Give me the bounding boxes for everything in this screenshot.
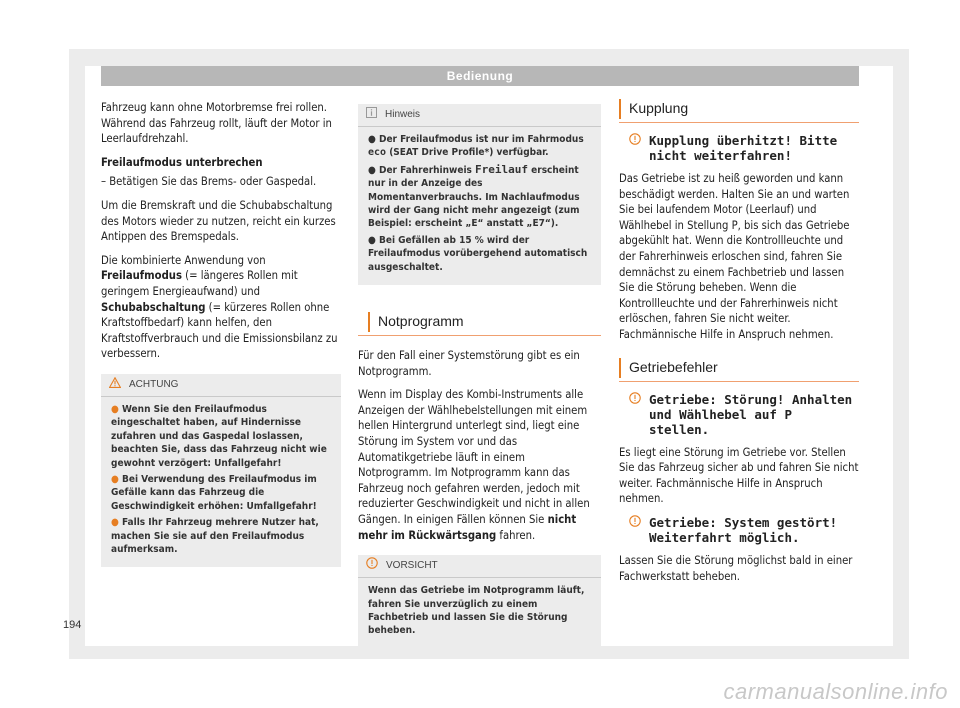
accent-bar — [368, 312, 370, 332]
step: – Betätigen Sie das Brems- oder Gaspedal. — [101, 175, 317, 189]
section-heading-getriebefehler: Getriebefehler — [619, 355, 859, 382]
watermark: carmanualsonline.info — [723, 679, 948, 704]
chapter-header: Bedienung — [101, 66, 859, 86]
vorsicht-box — [358, 555, 601, 646]
achtung-box — [101, 374, 341, 567]
list-item: ● Falls Ihr Fahrzeug mehrere Nutzer hat, machen Sie sie auf den Freilaufmodus aufmerksam. — [111, 517, 319, 555]
list-item: ● Bei Gefällen ab 15 % wird der Freilaufmodus vorübergehend automatisch ausgeschaltet. — [368, 234, 588, 273]
exclamation-circle-icon — [366, 557, 378, 575]
paragraph: Lassen Sie die Störung möglichst bald in einer Fachwerkstatt beheben. — [619, 553, 853, 583]
warning-triangle-icon — [109, 377, 121, 394]
column-left — [101, 100, 341, 567]
hinweis-title: Hinweis — [385, 109, 421, 121]
hinweis-body — [358, 127, 601, 285]
list-item: ● Bei Verwendung des Freilaufmodus im Gefälle kann das Fahrzeug die Geschwindigkeit erhöhen: Umfallgefahr! — [111, 473, 317, 512]
achtung-title: ACHTUNG — [129, 379, 179, 391]
exclamation-circle-icon — [629, 392, 649, 437]
hinweis-header — [358, 104, 601, 127]
paragraph: Für den Fall einer Systemstörung gibt es ein Notprogramm. — [358, 349, 580, 378]
paragraph: Fahrzeug kann ohne Motorbremse frei rollen. Während das Fahrzeug rollt, läuft der Motor in Leerlaufdrehzahl. — [101, 101, 332, 146]
info-box-icon — [366, 107, 377, 124]
column-middle — [358, 104, 601, 646]
warning-message: Kupplung überhitzt! Bitte nicht weiterfahren! — [619, 133, 859, 163]
exclamation-circle-icon — [629, 515, 649, 545]
paragraph: Die kombinierte Anwendung von Freilaufmodus (= längeres Rollen mit geringem Energieaufwand) und Schubabschaltung (= kürzeres Rollen ohne Kraftstoffbedarf) kann helfen, den Kraftstoffverbrauch und die Emissionsbilanz zu verbessern. — [101, 253, 338, 361]
vorsicht-header — [358, 555, 601, 578]
column-right — [619, 96, 859, 592]
paragraph: Um die Bremskraft und die Schubabschaltung des Motors wieder zu nutzen, reicht ein kurzes Antippen des Bremspedals. — [101, 198, 336, 244]
page-number: 194 — [63, 619, 82, 631]
list-item: ● Der Freilaufmodus ist nur im Fahrmodus eco (SEAT Drive Profile*) verfügbar. — [368, 134, 584, 159]
paragraph: Es liegt eine Störung im Getriebe vor. Stellen Sie das Fahrzeug sicher ab und fahren Sie nicht weiter. Fachmännische Hilfe in Anspruch nehmen. — [619, 445, 859, 506]
notprogramm-text — [358, 348, 601, 543]
warning-message: Getriebe: System gestört! Weiterfahrt möglich. — [619, 515, 859, 545]
list-item: ● Der Fahrerhinweis Freilauf erscheint nur in der Anzeige des Momentanverbrauchs. Im Nachlaufmodus wird der Gang nicht mehr angezeigt (zum Beispiel: erscheint „E“ anstatt „E7“). — [368, 162, 580, 230]
paragraph: Das Getriebe ist zu heiß geworden und kann beschädigt werden. Halten Sie an und warten Sie bei laufendem Motor (Leerlauf) und Wählhebel in Stellung P, bis sich das Getriebe abgekühlt hat. Wenn die Kontrollleuchte und der Fahrerhinweis erloschen sind, fahren Sie demnächst zu einem Fachbetrieb und lassen Sie die Störung beheben. Wenn die Kontrollleuchte und der Fahrerhinweis nicht erlöschen, fahren Sie nicht weiter. Fachmännische Hilfe in Anspruch nehmen. — [619, 172, 850, 341]
achtung-header — [101, 374, 341, 397]
section-heading-kupplung: Kupplung — [619, 96, 859, 123]
subheading: Freilaufmodus unterbrechen — [101, 155, 263, 169]
exclamation-circle-icon — [629, 133, 649, 163]
accent-bar — [619, 358, 621, 378]
achtung-body — [101, 397, 341, 567]
accent-bar — [619, 99, 621, 119]
paragraph: Wenn im Display des Kombi-Instruments alle Anzeigen der Wählhebelstellungen mit einem hellen Hintergrund unterlegt sind, liegt eine Störung im System vor und das Automatikgetriebe läuft in einem Notprogramm. Im Notprogramm kann das Fahrzeug noch gefahren werden, jedoch mit reduzierter Geschwindigkeit und nicht in allen Gängen. In einigen Fällen können Sie nicht mehr im Rückwärtsgang fahren. — [358, 388, 590, 542]
hinweis-box — [358, 104, 601, 285]
section-heading-notprogramm: Notprogramm — [358, 309, 601, 336]
vorsicht-title: VORSICHT — [386, 560, 438, 572]
list-item: ● Wenn Sie den Freilaufmodus eingeschaltet haben, auf Hindernisse zufahren und das Gaspedal loslassen, beachten Sie, dass das Fahrzeug nicht wie gewohnt verzögert: Unfallgefahr! — [111, 403, 327, 469]
vorsicht-body: Wenn das Getriebe im Notprogramm läuft, fahren Sie unverzüglich zu einem Fachbetrieb und lassen Sie die Störung beheben. — [368, 585, 585, 637]
warning-message: Getriebe: Störung! Anhalten und Wählhebel auf P stellen. — [619, 392, 859, 437]
